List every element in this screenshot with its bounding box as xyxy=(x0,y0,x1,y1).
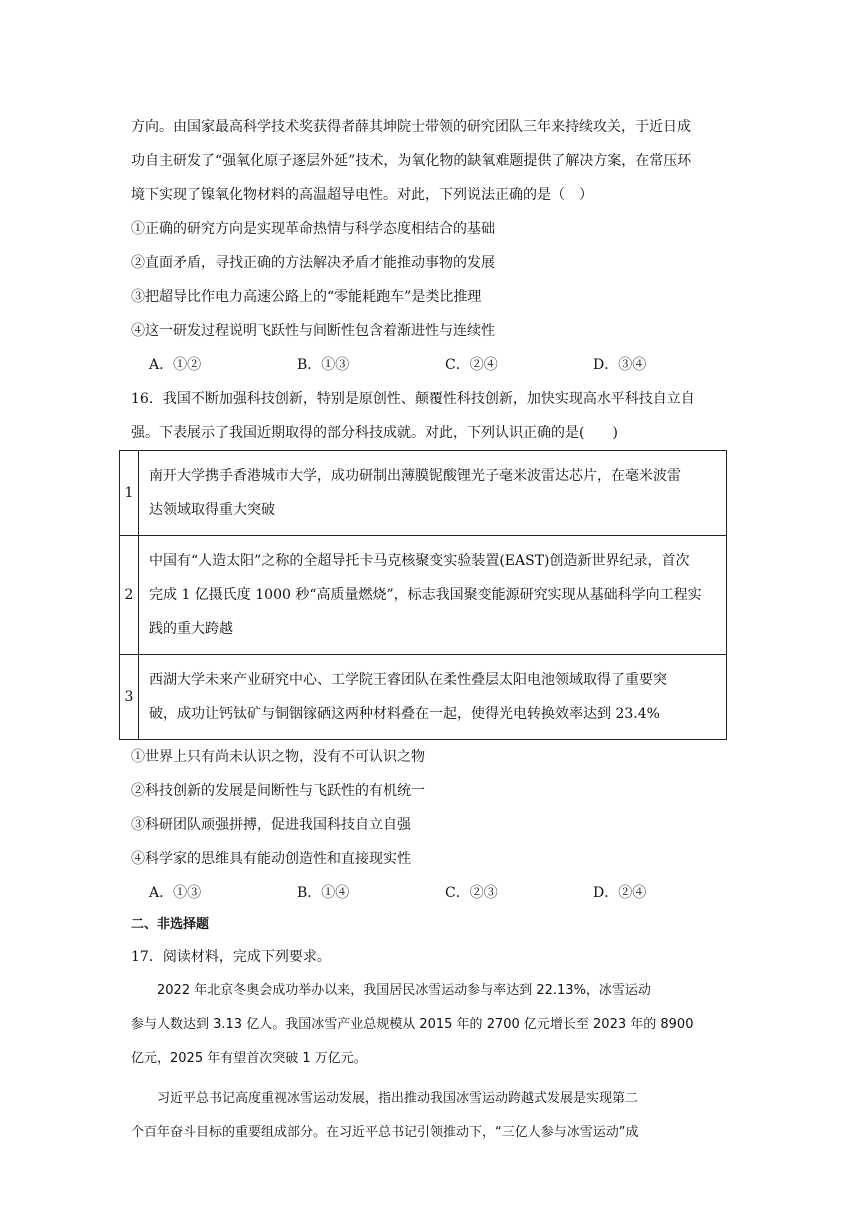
q16-achievements-table xyxy=(119,450,727,740)
table-row xyxy=(120,536,727,655)
q15-stem-line: 境下实现了镍氧化物材料的高温超导电性。对此，下列说法正确的是（ ） xyxy=(131,187,593,203)
section-heading: 二、非选择题 xyxy=(131,917,210,932)
q15-item: ①正确的研究方向是实现革命热情与科学态度相结合的基础 xyxy=(131,221,495,237)
q16-option-c[interactable]: C．②③ xyxy=(445,885,498,901)
q15-option-c[interactable]: C．②④ xyxy=(445,357,498,373)
table-cell-line: 达领域取得重大突破 xyxy=(149,502,275,518)
q16-option-d[interactable]: D．②④ xyxy=(593,885,647,901)
q15-options xyxy=(131,348,741,382)
q16-stem xyxy=(131,382,741,450)
q15-items xyxy=(131,212,741,348)
q15-stem-line: 功自主研发了“强氧化原子逐层外延”技术，为氧化物的缺氧难题提供了解决方案，在常压环 xyxy=(131,153,692,169)
q16-items xyxy=(131,740,741,876)
q16-option-b[interactable]: B．①④ xyxy=(297,885,350,901)
q16-options xyxy=(131,876,741,910)
q16-item: ④科学家的思维具有能动创造性和直接现实性 xyxy=(131,851,411,867)
table-cell-line: 中国有“人造太阳”之称的全超导托卡马克核聚变实验装置(EAST)创造新世界纪录，首次 xyxy=(149,553,690,569)
paragraph-line: 2022 年北京冬奥会成功举办以来，我国居民冰雪运动参与率达到 22.13%，冰雪运动 xyxy=(157,983,651,998)
q15-stem-line: 方向。由国家最高科学技术奖获得者薛其坤院士带领的研究团队三年来持续攻关，于近日成 xyxy=(131,119,691,135)
table-cell-line: 南开大学携手香港城市大学，成功研制出薄膜铌酸锂光子毫米波雷达芯片，在毫米波雷 xyxy=(149,468,681,484)
q17-stem: 17．阅读材料，完成下列要求。 xyxy=(131,949,331,965)
table-row-text xyxy=(139,655,727,740)
table-cell-line: 西湖大学未来产业研究中心、工学院王睿团队在柔性叠层太阳电池领域取得了重要突 xyxy=(149,672,667,688)
table-cell-line: 完成 1 亿摄氏度 1000 秒“高质量燃烧”，标志我国聚变能源研究实现从基础科学向工程实 xyxy=(149,587,702,603)
q16-item: ②科技创新的发展是间断性与飞跃性的有机统一 xyxy=(131,783,425,799)
table-cell-line: 破，成功让钙钛矿与铜铟镓硒这两种材料叠在一起，使得光电转换效率达到 23.4% xyxy=(149,706,660,722)
q15-option-b[interactable]: B．①③ xyxy=(297,357,350,373)
q17-material-paragraph-2 xyxy=(131,1082,741,1150)
table-row xyxy=(120,451,727,536)
q15-option-a[interactable]: A．①② xyxy=(149,357,202,373)
q15-item: ②直面矛盾，寻找正确的方法解决矛盾才能推动事物的发展 xyxy=(131,255,495,271)
q16-item: ①世界上只有尚未认识之物，没有不可认识之物 xyxy=(131,749,425,765)
paragraph-line: 亿元，2025 年有望首次突破 1 万亿元。 xyxy=(131,1051,367,1066)
exam-content xyxy=(124,110,741,1150)
table-cell-line: 践的重大跨越 xyxy=(149,621,233,637)
table-row-number: 3 xyxy=(120,655,139,740)
paragraph-line: 习近平总书记高度重视冰雪运动发展，指出推动我国冰雪运动跨越式发展是实现第二 xyxy=(157,1091,639,1106)
table-row-number: 2 xyxy=(120,536,139,655)
q17-material-paragraph-1 xyxy=(131,974,741,1076)
q16-stem-line: 强。下表展示了我国近期取得的部分科技成就。对此，下列认识正确的是( ) xyxy=(131,425,618,441)
q16-option-a[interactable]: A．①③ xyxy=(149,885,202,901)
table-row-number: 1 xyxy=(120,451,139,536)
table-row-text xyxy=(139,451,727,536)
q16-item: ③科研团队顽强拼搏，促进我国科技自立自强 xyxy=(131,817,411,833)
q15-item: ③把超导比作电力高速公路上的“零能耗跑车”是类比推理 xyxy=(131,289,482,305)
table-row xyxy=(120,655,727,740)
paragraph-line: 个百年奋斗目标的重要组成部分。在习近平总书记引领推动下，“三亿人参与冰雪运动”成 xyxy=(131,1125,639,1140)
q15-stem xyxy=(131,110,741,212)
paragraph-line: 参与人数达到 3.13 亿人。我国冰雪产业总规模从 2015 年的 2700 亿元增长至 2023 年的 8900 xyxy=(131,1017,694,1032)
table-row-text xyxy=(139,536,727,655)
q16-stem-line: 16．我国不断加强科技创新，特别是原创性、颠覆性科技创新，加快实现高水平科技自立自 xyxy=(131,391,695,407)
q15-item: ④这一研发过程说明飞跃性与间断性包含着渐进性与连续性 xyxy=(131,323,495,339)
q15-option-d[interactable]: D．③④ xyxy=(593,357,647,373)
